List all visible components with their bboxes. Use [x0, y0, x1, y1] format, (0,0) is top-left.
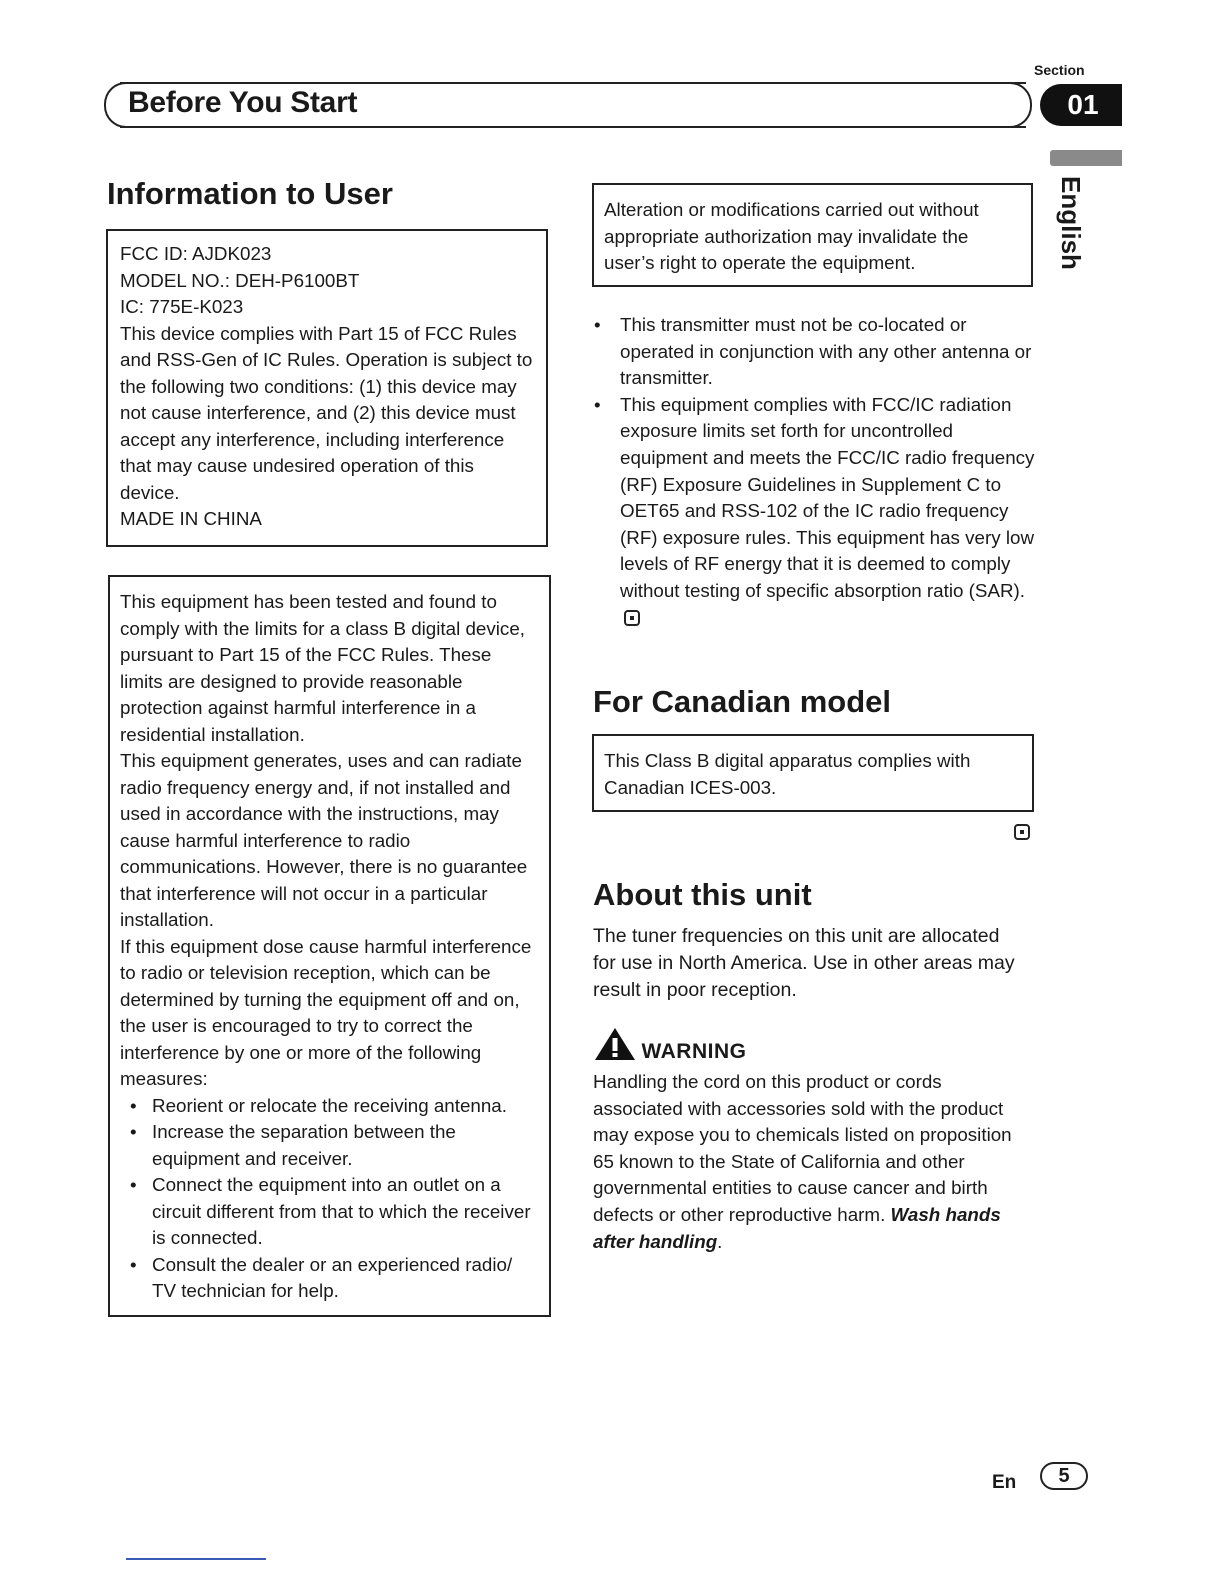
fcc-id-box	[106, 229, 548, 547]
about-unit-text: The tuner frequencies on this unit are allocated for use in North America. Use in other areas may result in poor reception.	[593, 925, 1015, 1001]
page-title: Before You Start	[128, 86, 358, 119]
class-b-paragraph: This equipment generates, uses and can radiate radio frequency energy and, if not installed and used in accordance with the instructions, may cause harmful interference to radio communications. However, there is no guarantee that interference will not occur in a particular installation.	[120, 750, 528, 930]
language-tab-bar	[1050, 150, 1122, 166]
canadian-text: This Class B digital apparatus complies with Canadian ICES-003.	[604, 750, 971, 798]
about-unit-text-block	[593, 923, 1023, 1004]
warning-title: WARNING	[641, 1040, 747, 1063]
made-in-text: MADE IN CHINA	[120, 508, 262, 529]
class-b-paragraph: This equipment has been tested and found to comply with the limits for a class B digital device, pursuant to Part 15 of the FCC Rules. These limits are designed to provide reasonable protection against harmful interference in a residential installation.	[120, 591, 525, 745]
ic-number-text: IC: 775E-K023	[120, 296, 244, 317]
info-to-user-heading: Information to User	[107, 176, 393, 211]
compliance-text: This device complies with Part 15 of FCC Rules and RSS-Gen of IC Rules. Operation is subject to the following two conditions: (1) this device may not cause interference, and (2) this device must accept any interference, including interference that may cause undesired operation of this device.	[120, 322, 533, 503]
warning-heading	[593, 1026, 746, 1064]
warning-emphasis: Wash hands after handling	[593, 1203, 1001, 1252]
warning-text-block	[593, 1069, 1033, 1255]
rf-exposure-list	[594, 312, 1038, 631]
header-rule-top	[120, 82, 1026, 84]
header-rule-bottom	[120, 126, 1026, 128]
class-b-notice-box	[108, 575, 551, 1317]
warning-body: Handling the cord on this product or cords associated with accessories sold with the product may expose you to chemicals listed on proposition 65 known to the State of California and other governmental entities to cause cancer and birth defects or other reproductive harm.	[593, 1071, 1012, 1225]
header-bracket-right	[1004, 82, 1032, 128]
model-number-text: MODEL NO.: DEH-P6100BT	[120, 269, 360, 291]
list-item: • Consult the dealer or an experienced radio/ TV technician for help.	[120, 1252, 539, 1305]
list-item: • This transmitter must not be co-located or operated in conjunction with any other antenna or transmitter.	[594, 312, 1038, 392]
section-number-badge: 01	[1040, 84, 1122, 126]
alteration-box	[592, 183, 1033, 287]
language-tab: English	[1056, 176, 1086, 270]
section-label: Section	[1034, 62, 1085, 78]
end-mark-icon	[1014, 824, 1030, 843]
footer-rule	[126, 1558, 266, 1560]
list-item	[594, 392, 1038, 631]
page-number: 5	[1040, 1462, 1088, 1490]
list-item-text: This equipment complies with FCC/IC radiation exposure limits set forth for uncontrolled equipment and meets the FCC/IC radio frequency (RF) Exposure Guidelines in Supplement C to OET65 and RSS-102 of the IC radio frequency (RF) exposure rules. This equipment has very low levels of RF energy that it is deemed to comply without testing of specific absorption ratio (SAR).	[620, 393, 1035, 601]
end-mark-icon	[624, 610, 640, 626]
canadian-box	[592, 734, 1034, 812]
alteration-text: Alteration or modifications carried out without appropriate authorization may invalidate the user’s right to operate the equipment.	[604, 199, 979, 273]
class-b-paragraph: If this equipment dose cause harmful interference to radio or television reception, which can be determined by turning the equipment off and on, the user is encouraged to try to correct the interference by one or more of the following measures:	[120, 935, 532, 1089]
warning-text	[593, 1069, 1033, 1255]
warning-triangle-icon	[593, 1026, 637, 1062]
warning-end: .	[717, 1230, 723, 1252]
measures-list	[120, 1093, 539, 1305]
list-item: • Connect the equipment into an outlet on a circuit different from that to which the receiver is connected.	[120, 1172, 539, 1252]
fcc-id-text: FCC ID: AJDK023	[120, 243, 272, 264]
list-item: • Increase the separation between the equipment and receiver.	[120, 1119, 539, 1172]
footer-language: En	[992, 1472, 1017, 1493]
canadian-model-heading: For Canadian model	[593, 684, 891, 719]
about-unit-heading: About this unit	[593, 877, 812, 912]
list-item: • Reorient or relocate the receiving antenna.	[120, 1093, 539, 1120]
